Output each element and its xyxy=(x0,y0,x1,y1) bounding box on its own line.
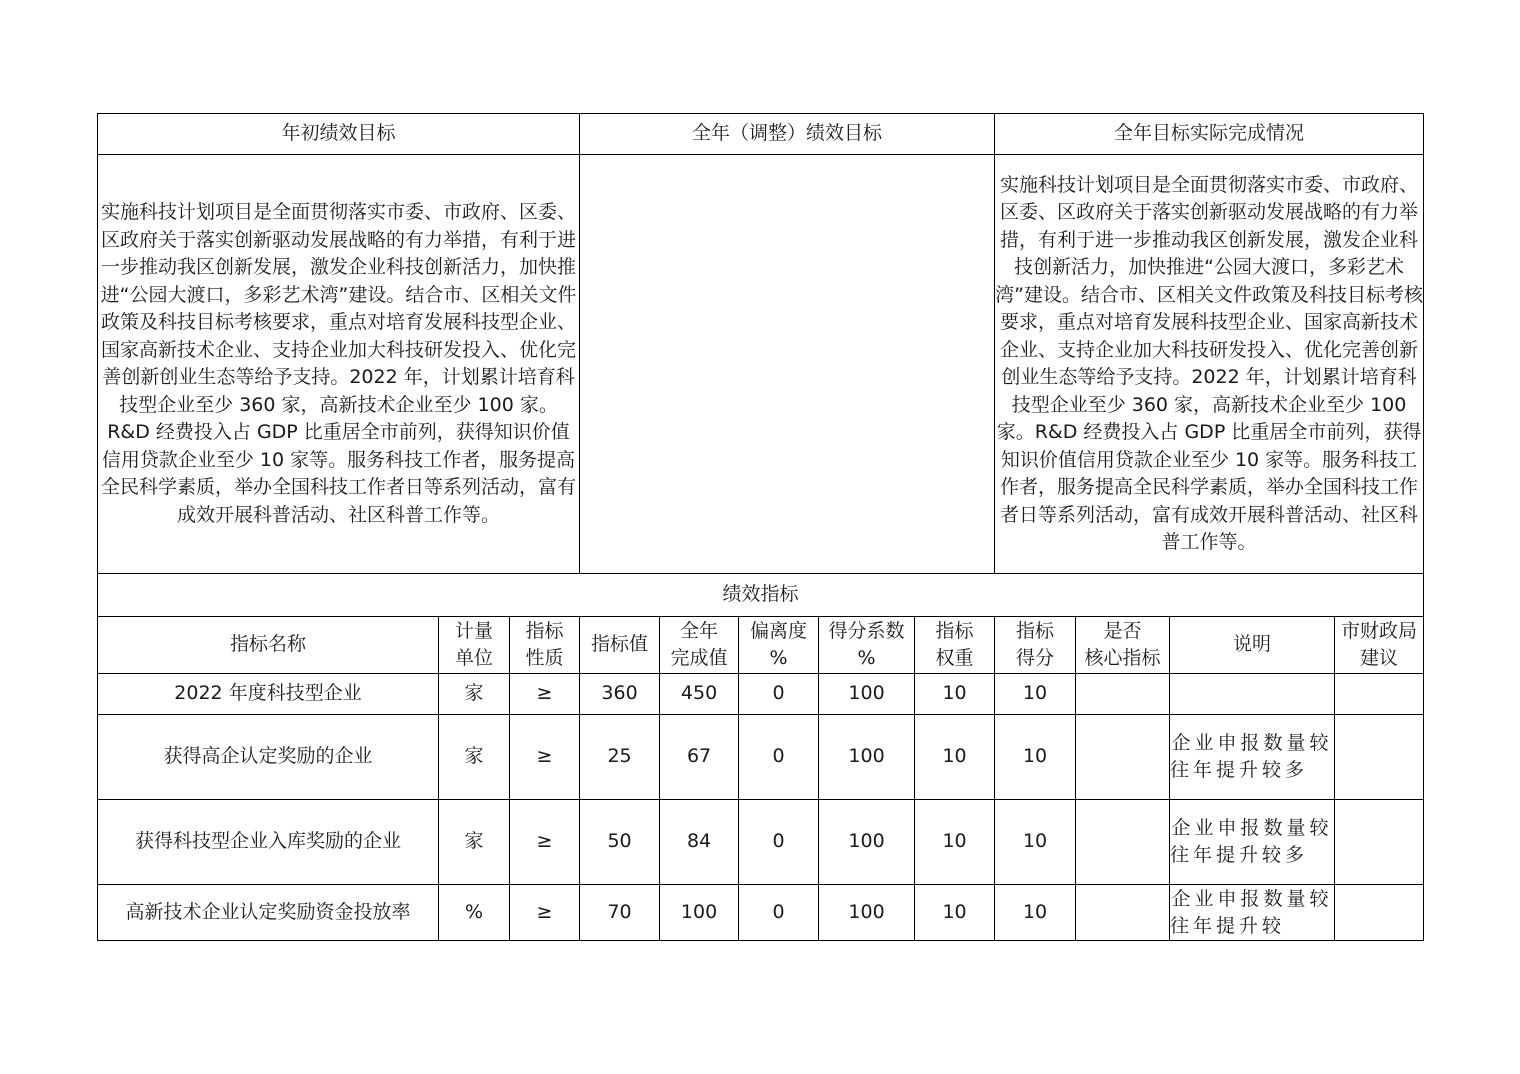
table-row xyxy=(98,674,1424,715)
indicator-deviation: 0 xyxy=(739,715,819,800)
col-header-note: 说明 xyxy=(1170,617,1335,674)
table-row xyxy=(98,715,1424,800)
indicator-target: 360 xyxy=(580,674,660,715)
indicator-coefficient: 100 xyxy=(819,885,915,941)
indicator-deviation: 0 xyxy=(739,674,819,715)
indicator-note: 企业申报数量较往年提升较多 xyxy=(1170,800,1335,885)
indicator-target: 70 xyxy=(580,885,660,941)
col-header-core: 是否 核心指标 xyxy=(1076,617,1170,674)
col-header-actual: 全年 完成值 xyxy=(660,617,739,674)
indicator-actual: 450 xyxy=(660,674,739,715)
col-header-score: 指标 得分 xyxy=(995,617,1076,674)
col-header-coefficient: 得分系数 % xyxy=(819,617,915,674)
indicator-target: 50 xyxy=(580,800,660,885)
indicator-name: 获得高企认定奖励的企业 xyxy=(98,715,439,800)
performance-table xyxy=(97,113,1424,941)
indicator-unit: 家 xyxy=(439,800,510,885)
indicator-actual: 67 xyxy=(660,715,739,800)
col-header-weight: 指标 权重 xyxy=(915,617,995,674)
indicator-score: 10 xyxy=(995,885,1076,941)
indicator-advice xyxy=(1335,800,1424,885)
indicator-score: 10 xyxy=(995,674,1076,715)
header-adjusted-goal: 全年（调整）绩效目标 xyxy=(580,114,995,155)
indicator-nature: ≥ xyxy=(510,800,580,885)
indicators-header-row xyxy=(98,617,1424,674)
indicator-core xyxy=(1076,885,1170,941)
header-actual-completion: 全年目标实际完成情况 xyxy=(995,114,1424,155)
indicator-weight: 10 xyxy=(915,885,995,941)
indicator-deviation: 0 xyxy=(739,800,819,885)
goals-content-row xyxy=(98,155,1424,574)
indicator-name: 2022 年度科技型企业 xyxy=(98,674,439,715)
col-header-target: 指标值 xyxy=(580,617,660,674)
col-header-advice: 市财政局 建议 xyxy=(1335,617,1424,674)
indicator-deviation: 0 xyxy=(739,885,819,941)
indicator-note: 企业申报数量较往年提升较多 xyxy=(1170,715,1335,800)
indicator-weight: 10 xyxy=(915,715,995,800)
indicator-core xyxy=(1076,800,1170,885)
actual-completion-text: 实施科技计划项目是全面贯彻落实市委、市政府、区委、区政府关于落实创新驱动发展战略的有力举措，有利于进一步推动我区创新发展，激发企业科技创新活力，加快推进“公园大渡口，多彩艺术湾”建设。结合市、区相关文件政策及科技目标考核要求，重点对培育发展科技型企业、国家高新技术企业、支持企业加大科技研发投入、优化完善创新创业生态等给予支持。2022 年，计划累计培育科技型企业至少 360 家，高新技术企业至少 100 家。R&D 经费投入占 GDP 比重居全市前列，获得知识价值信用贷款企业至少 10 家等。服务科技工作者，服务提高全民科学素质，举办全国科技工作者日等系列活动，富有成效开展科普活动、社区科普工作等。 xyxy=(995,155,1424,574)
indicator-note: 企业申报数量较往年提升较 xyxy=(1170,887,1333,937)
adjusted-goal-text xyxy=(580,155,995,574)
indicator-nature: ≥ xyxy=(510,715,580,800)
indicators-section-row xyxy=(98,574,1424,617)
table-row xyxy=(98,800,1424,885)
indicator-nature: ≥ xyxy=(510,885,580,941)
indicator-core xyxy=(1076,674,1170,715)
indicators-section-title: 绩效指标 xyxy=(98,574,1424,617)
indicator-note xyxy=(1170,674,1335,715)
col-header-deviation: 偏离度 % xyxy=(739,617,819,674)
table-row xyxy=(98,885,1424,941)
indicator-advice xyxy=(1335,674,1424,715)
indicator-coefficient: 100 xyxy=(819,715,915,800)
indicator-unit: % xyxy=(439,885,510,941)
col-header-name: 指标名称 xyxy=(98,617,439,674)
goals-header-row xyxy=(98,114,1424,155)
indicator-weight: 10 xyxy=(915,674,995,715)
header-initial-goal: 年初绩效目标 xyxy=(98,114,580,155)
indicator-coefficient: 100 xyxy=(819,674,915,715)
indicator-unit: 家 xyxy=(439,715,510,800)
indicator-advice xyxy=(1335,715,1424,800)
indicator-nature: ≥ xyxy=(510,674,580,715)
col-header-nature: 指标 性质 xyxy=(510,617,580,674)
indicator-coefficient: 100 xyxy=(819,800,915,885)
indicator-actual: 84 xyxy=(660,800,739,885)
indicator-core xyxy=(1076,715,1170,800)
indicator-weight: 10 xyxy=(915,800,995,885)
indicator-name: 获得科技型企业入库奖励的企业 xyxy=(98,800,439,885)
indicator-score: 10 xyxy=(995,715,1076,800)
indicator-note-cell xyxy=(1170,885,1335,941)
indicator-target: 25 xyxy=(580,715,660,800)
indicator-actual: 100 xyxy=(660,885,739,941)
indicator-advice xyxy=(1335,885,1424,941)
col-header-unit: 计量 单位 xyxy=(439,617,510,674)
indicator-name: 高新技术企业认定奖励资金投放率 xyxy=(98,885,439,941)
indicator-score: 10 xyxy=(995,800,1076,885)
indicator-unit: 家 xyxy=(439,674,510,715)
initial-goal-text: 实施科技计划项目是全面贯彻落实市委、市政府、区委、区政府关于落实创新驱动发展战略的有力举措，有利于进一步推动我区创新发展，激发企业科技创新活力，加快推进“公园大渡口，多彩艺术湾”建设。结合市、区相关文件政策及科技目标考核要求，重点对培育发展科技型企业、国家高新技术企业、支持企业加大科技研发投入、优化完善创新创业生态等给予支持。2022 年，计划累计培育科技型企业至少 360 家，高新技术企业至少 100 家。R&D 经费投入占 GDP 比重居全市前列，获得知识价值信用贷款企业至少 10 家等。服务科技工作者，服务提高全民科学素质，举办全国科技工作者日等系列活动，富有成效开展科普活动、社区科普工作等。 xyxy=(98,155,580,574)
